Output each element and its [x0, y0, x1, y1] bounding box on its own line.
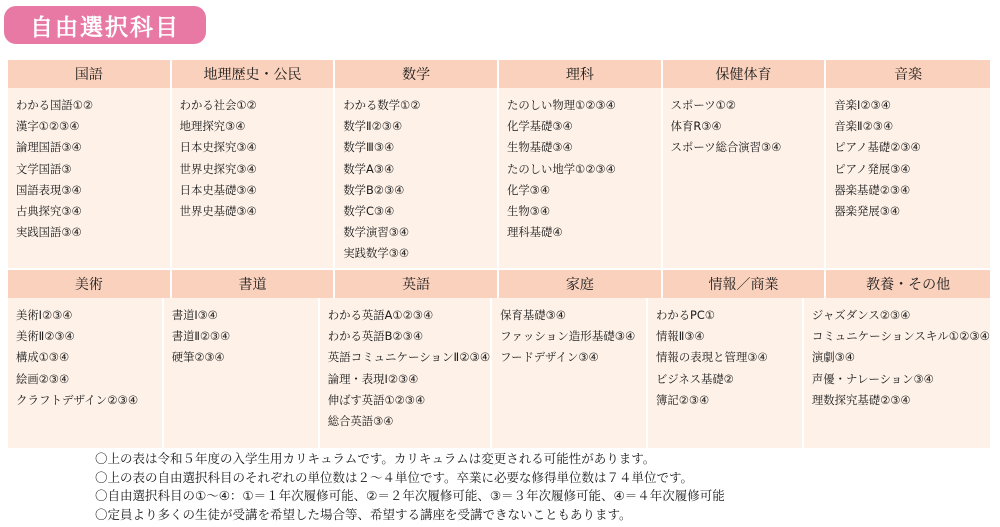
course-item: 構成①③④	[16, 350, 70, 365]
course-cell	[663, 88, 827, 268]
subject-header: 理科	[499, 60, 663, 88]
course-item: たのしい地学①②③④	[507, 161, 616, 176]
course-item: 生物基礎③④	[507, 140, 573, 155]
course-cell	[499, 88, 663, 268]
course-cell	[492, 298, 648, 448]
course-item: 英語コミュニケーションⅡ②③④	[327, 350, 491, 365]
course-item: たのしい物理①②③④	[507, 98, 616, 112]
course-item: 化学基礎③④	[507, 119, 573, 134]
course-item: 演劇③④	[811, 350, 855, 365]
note-item: 〇自由選択科目の①～④：①＝１年次履修可能、②＝２年次履修可能、③＝３年次履修可能、④＝４年次履修可能	[95, 488, 725, 503]
note-item: 〇上の表は令和５年度の入学生用カリキュラムです。カリキュラムは変更される可能性があります。	[95, 451, 656, 466]
course-item: 総合英語③④	[327, 414, 394, 429]
course-item: 書道Ⅰ③④	[171, 309, 218, 322]
subject-header: 保健体育	[663, 60, 827, 88]
course-item: 実践数学③④	[343, 246, 410, 261]
subject-header: 国語	[8, 60, 172, 88]
course-item: 情報Ⅱ③④	[656, 329, 705, 344]
course-cell	[320, 298, 492, 448]
course-cell	[826, 88, 990, 268]
course-item: 理科基礎④	[507, 225, 563, 240]
course-item: 数学Ⅲ③④	[343, 140, 395, 155]
course-item: スポーツ総合演習③④	[670, 140, 782, 155]
course-item: ビジネス基礎②	[656, 371, 734, 386]
subject-header: 地理歴史・公民	[172, 60, 336, 88]
course-item: 書道Ⅱ②③④	[171, 330, 231, 344]
course-item: 数学Ⅱ②③④	[343, 119, 403, 134]
course-item: 美術Ⅰ②③④	[16, 308, 73, 322]
page-title: 自由選択科目	[4, 6, 206, 44]
course-item: 漢字①②③④	[16, 119, 80, 134]
course-item: 器楽発展③④	[834, 204, 901, 219]
course-item: 実践国語③④	[16, 225, 82, 240]
course-item: 古典探究③④	[16, 204, 82, 219]
course-item: わかる英語B②③④	[327, 329, 424, 344]
subject-header: 美術	[8, 270, 172, 298]
course-item: 器楽基礎②③④	[834, 182, 911, 197]
course-item: わかる国語①②	[16, 98, 94, 112]
course-item: 論理・表現Ⅰ②③④	[327, 371, 419, 386]
course-item: 硬筆②③④	[171, 351, 225, 365]
subject-header: 音楽	[826, 60, 990, 88]
course-item: 音楽Ⅰ②③④	[834, 98, 891, 112]
course-item: 簿記②③④	[656, 392, 710, 407]
course-item: 国語表現③④	[16, 182, 82, 197]
course-item: 美術Ⅱ②③④	[16, 329, 75, 344]
course-item: 情報の表現と管理③④	[656, 350, 768, 365]
course-item: 保育基礎③④	[500, 308, 566, 322]
course-cell	[172, 88, 336, 268]
course-item: 生物③④	[507, 204, 551, 219]
course-item: 世界史基礎③④	[179, 204, 257, 219]
subject-header: 書道	[172, 270, 336, 298]
subject-header: 家庭	[499, 270, 663, 298]
course-cell	[648, 298, 804, 448]
course-cell	[335, 88, 499, 268]
course-item: 日本史基礎③④	[179, 182, 257, 197]
course-item: 絵画②③④	[16, 371, 70, 386]
course-item: わかる数学①②	[343, 98, 421, 112]
curriculum-table	[8, 60, 990, 448]
course-item: わかる英語A①②③④	[327, 308, 434, 322]
course-item: 音楽Ⅱ②③④	[834, 119, 894, 134]
course-item: 数学演習③④	[343, 225, 410, 240]
course-item: ファッション造形基礎③④	[500, 329, 636, 344]
header-row	[8, 60, 990, 88]
notes-list	[95, 450, 895, 524]
course-cell	[8, 88, 172, 268]
course-item: 文学国語③	[16, 161, 72, 176]
course-item: 体育R③④	[670, 119, 722, 134]
subject-header: 情報／商業	[663, 270, 827, 298]
course-item: コミュニケーションスキル①②③④	[811, 329, 990, 344]
course-cell	[8, 298, 164, 448]
course-row	[8, 298, 990, 448]
course-item: 世界史探究③④	[179, 161, 257, 176]
course-item: 論理国語③④	[16, 140, 82, 155]
course-row	[8, 88, 990, 268]
course-cell	[164, 298, 320, 448]
course-item: クラフトデザイン②③④	[16, 392, 139, 407]
course-item: ジャズダンス②③④	[811, 308, 911, 322]
course-item: わかるPC①	[656, 308, 715, 322]
note-item: 〇定員より多くの生徒が受講を希望した場合等、希望する講座を受講できないこともあります。	[95, 506, 632, 522]
subject-header: 英語	[335, 270, 499, 298]
course-item: ピアノ発展③④	[834, 161, 911, 176]
course-item: 地理探究③④	[179, 119, 246, 134]
course-item: 数学A③④	[343, 161, 395, 176]
course-item: 理数探究基礎②③④	[811, 392, 911, 407]
note-item: 〇上の表の自由選択科目のそれぞれの単位数は２～４単位です。卒業に必要な修得単位数は７４単位です。	[95, 469, 694, 485]
course-item: ピアノ基礎②③④	[834, 140, 921, 155]
subject-header: 教養・その他	[826, 270, 990, 298]
course-cell	[804, 298, 990, 448]
course-item: 声優・ナレーション③④	[811, 371, 934, 386]
course-item: 化学③④	[507, 182, 551, 197]
course-item: 伸ばす英語①②③④	[327, 392, 426, 407]
header-row	[8, 270, 990, 298]
course-item: 数学C③④	[343, 204, 395, 219]
course-item: わかる社会①②	[179, 98, 257, 112]
course-item: 数学B②③④	[343, 182, 405, 197]
course-item: フードデザイン③④	[500, 350, 599, 365]
subject-header: 数学	[335, 60, 499, 88]
course-item: スポーツ①②	[670, 98, 736, 112]
course-item: 日本史探究③④	[179, 140, 257, 155]
